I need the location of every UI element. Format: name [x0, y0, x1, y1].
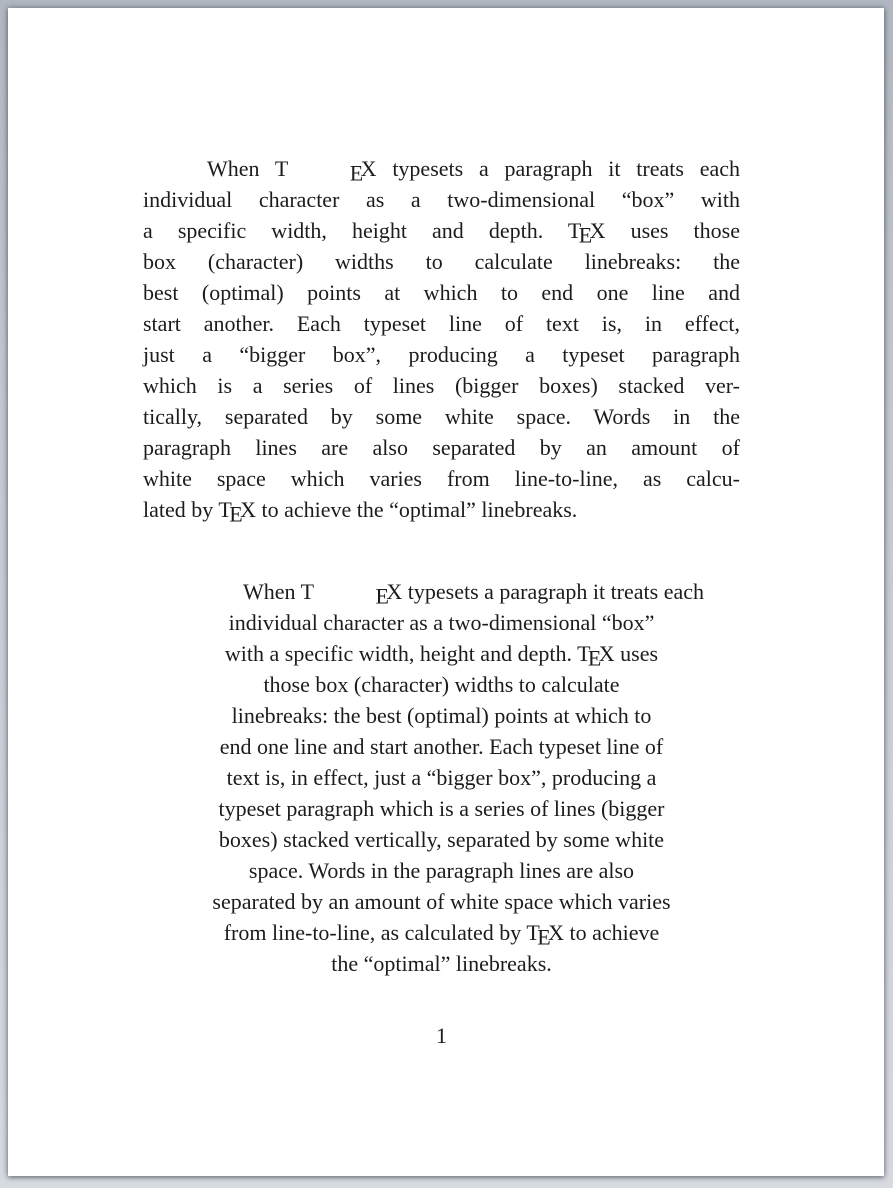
- tex-logo: TEX: [567, 218, 606, 248]
- page-number: 1: [436, 1023, 447, 1048]
- tex-logo: TEX: [526, 920, 564, 950]
- text-line: typeset paragraph which is a series of lines (bigger: [218, 796, 665, 821]
- text-line: best (optimal) points at which to end one line and: [143, 280, 740, 305]
- page-sheet: [8, 8, 884, 1176]
- text-line: boxes) stacked vertically, separated by some white: [218, 827, 665, 852]
- text-line: When T EX typesets a paragraph it treats each: [207, 156, 740, 186]
- text-line: a specific width, height and depth. TEX uses those: [143, 218, 740, 248]
- tex-logo: TEX: [218, 497, 256, 527]
- text-line: start another. Each typeset line of text is, in effect,: [143, 311, 740, 336]
- text-line: individual character as a two-dimensional “box”: [228, 610, 655, 635]
- text-line: paragraph lines are also separated by an amount of: [143, 435, 740, 460]
- text-line: from line-to-line, as calculated by TEX to achieve: [223, 920, 660, 950]
- text-line: the “optimal” linebreaks.: [331, 951, 552, 976]
- tex-logo: TEX: [577, 641, 615, 671]
- tex-logo: T EX: [300, 579, 403, 609]
- text-line: space. Words in the paragraph lines are also: [248, 858, 635, 883]
- text-line: end one line and start another. Each typeset line of: [219, 734, 664, 759]
- text-line: with a specific width, height and depth. TEX uses: [224, 641, 659, 671]
- text-line: linebreaks: the best (optimal) points at which to: [231, 703, 652, 728]
- text-line: white space which varies from line-to-line, as calcu-: [143, 466, 740, 491]
- tex-logo: T EX: [274, 156, 377, 186]
- text-line: which is a series of lines (bigger boxes) stacked ver-: [143, 373, 740, 398]
- text-line: text is, in effect, just a “bigger box”, producing a: [226, 765, 657, 790]
- justified-paragraph: [143, 153, 740, 525]
- text-block: [143, 153, 740, 1051]
- text-line: individual character as a two-dimensional “box” with: [143, 187, 740, 212]
- text-line: separated by an amount of white space which varies: [212, 889, 671, 914]
- text-line: those box (character) widths to calculate: [263, 672, 620, 697]
- text-line: box (character) widths to calculate linebreaks: the: [143, 249, 740, 274]
- text-line: When T EX typesets a paragraph it treats each: [243, 579, 704, 609]
- text-line: just a “bigger box”, producing a typeset paragraph: [143, 342, 740, 367]
- text-line: tically, separated by some white space. Words in the: [143, 404, 740, 429]
- centered-paragraph: [143, 576, 740, 979]
- text-line: lated by TEX to achieve the “optimal” linebreaks.: [143, 497, 578, 527]
